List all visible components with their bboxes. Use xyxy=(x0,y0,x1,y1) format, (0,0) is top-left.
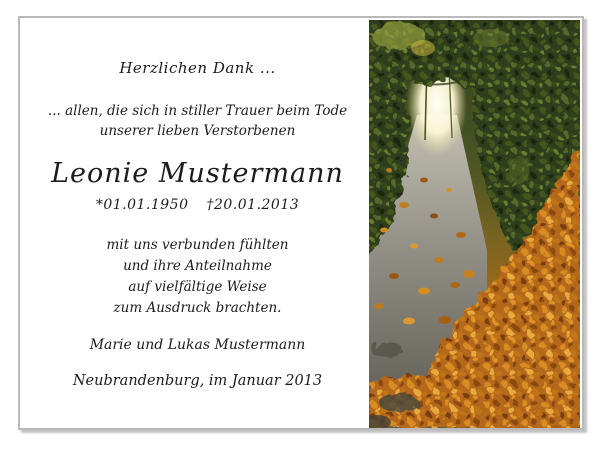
place-date-line: Neubrandenburg, im Januar 2013 xyxy=(72,373,323,389)
autumn-path-photo xyxy=(369,20,580,428)
death-date: †20.01.2013 xyxy=(206,197,300,213)
intro-line-2: unserer lieben Verstorbenen xyxy=(99,123,296,139)
signature-line: Marie und Lukas Mustermann xyxy=(89,337,306,353)
intro-paragraph xyxy=(20,101,375,141)
birth-date: *01.01.1950 xyxy=(95,197,189,213)
intro-line-1: ... allen, die sich in stiller Trauer beim Tode xyxy=(47,103,348,119)
body-line: und ihre Anteilnahme xyxy=(123,258,272,274)
memorial-card xyxy=(18,16,584,430)
body-line: auf vielfältige Weise xyxy=(128,279,267,295)
body-paragraph xyxy=(20,235,375,319)
body-line: mit uns verbunden fühlten xyxy=(106,237,289,253)
deceased-name: Leonie Mustermann xyxy=(51,158,344,189)
life-dates xyxy=(20,197,375,213)
thanks-heading: Herzlichen Dank ... xyxy=(119,59,276,77)
card-text-column xyxy=(20,18,375,428)
body-line: zum Ausdruck brachten. xyxy=(113,300,282,316)
